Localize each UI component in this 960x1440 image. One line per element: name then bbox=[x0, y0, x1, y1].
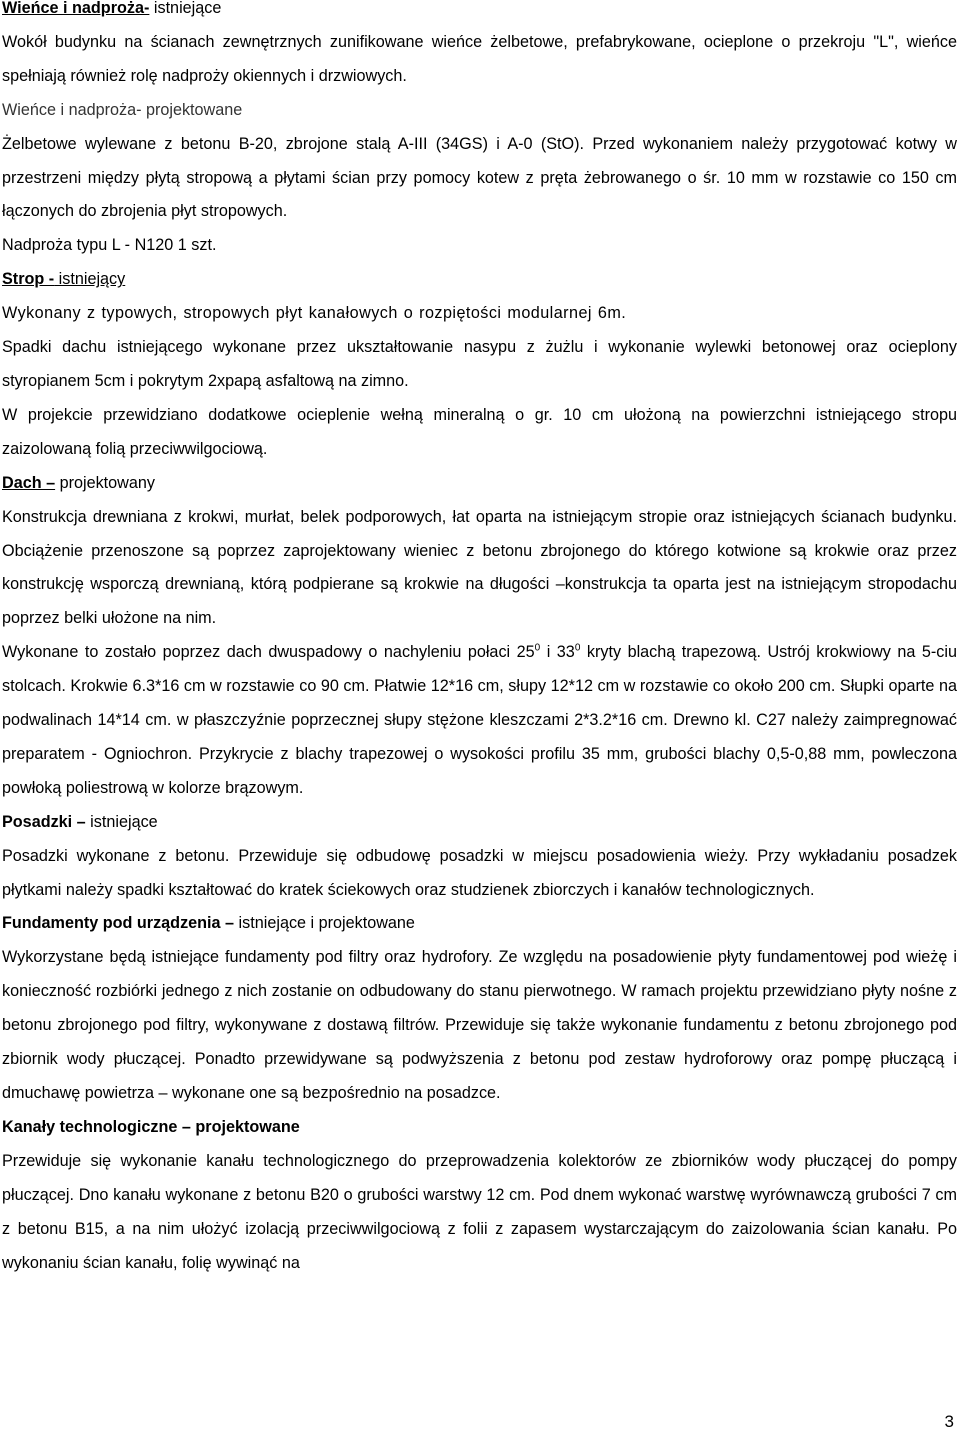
text-run: i 33 bbox=[540, 643, 575, 662]
section-heading-kanaly bbox=[2, 1111, 957, 1145]
superscript: 0 bbox=[534, 642, 541, 654]
paragraph: Nadproża typu L - N120 1 szt. bbox=[2, 236, 217, 255]
paragraph: Spadki dachu istniejącego wykonane przez ukształtowanie nasypu z żużlu i wykonanie wylewki betonowej oraz ocieplony styropianem 5cm i pokrytym 2xpapą asfaltową na zimno. bbox=[2, 338, 957, 390]
text-run: Wykonane to zostało poprzez dach dwuspadowy o nachyleniu połaci 25 bbox=[2, 643, 535, 662]
paragraph: Wykorzystane będą istniejące fundamenty pod filtry oraz hydrofory. Ze względu na posadowienie płyty fundamentowej pod wieżę i konieczność rozbiórki jednego z nich zostanie on odbudowany do stanu pierwotnego. W ramach projektu przewidziano płyty nośne z betonu zbrojonego pod filtry, wykonywane z dostawą filtrów. Przewiduje się także wykonanie fundamentu z betonu zbrojonego pod zbiornik wody płuczącej. Ponadto przewidywane są podwyższenia z betonu pod zestaw hydroforowy oraz pompę płuczącą i dmuchawę powietrza – wykonane one są bezpośrednio na posadzce. bbox=[2, 948, 957, 1102]
paragraph: Konstrukcja drewniana z krokwi, murłat, belek podporowych, łat oparta na istniejącym stropie oraz istniejących ścianach budynku. Obciążenie przenoszone są poprzez zaprojektowany wieniec z betonu zbrojonego do którego kotwione są krokwie oraz przez konstrukcję wsporczą drewnianą, którą podpierane są krokwie na długości –konstrukcja ta oparta jest na istniejącym stropodachu poprzez belki ułożone na nim. bbox=[2, 507, 957, 628]
section-heading-strop bbox=[2, 263, 957, 297]
section-heading-dach bbox=[2, 467, 957, 501]
heading-rest: istniejące i projektowane bbox=[234, 914, 415, 933]
subheading-wience-projektowane: Wieńce i nadproża- projektowane bbox=[2, 100, 243, 119]
paragraph-with-superscripts bbox=[2, 636, 957, 806]
section-heading-wience bbox=[2, 0, 957, 26]
text-run: kryty blachą trapezową. Ustrój krokwiowy na 5-ciu stolcach. Krokwie 6.3*16 cm w rozstawie co 90 cm. Płatwie 12*16 cm, słupy 12*12 cm w rozstawie co około 200 cm. Słupki oparte na podwalinach 14*14 cm. w płaszczyźnie poprzecznej słupy stężone kleszczami 2*3.2*16 cm. Drewno kl. C27 należy zaimpregnować preparatem - Ogniochron. Przykrycie z blachy trapezowej o wysokości profilu 35 mm, grubości blachy 0,5-0,88 mm, powleczona powłoką poliestrową w kolorze brązowym. bbox=[2, 643, 957, 797]
heading-bold: Dach – bbox=[2, 473, 56, 492]
paragraph: W projekcie przewidziano dodatkowe ocieplenie wełną mineralną o gr. 10 cm ułożoną na powierzchni istniejącego stropu zaizolowaną folią przeciwwilgociową. bbox=[2, 405, 957, 458]
paragraph: Wokół budynku na ścianach zewnętrznych zunifikowane wieńce żelbetowe, prefabrykowane, ocieplone o przekroju "L", wieńce spełniają również rolę nadproży okiennych i drzwiowych. bbox=[2, 32, 957, 85]
paragraph: Przewiduje się wykonanie kanału technologicznego do przeprowadzenia kolektorów ze zbiorników wody płuczącej do pompy płuczącej. Dno kanału wykonane z betonu B20 o grubości warstwy 12 cm. Pod dnem wykonać warstwę wyrównawczą grubości 7 cm z betonu B15, a na nim ułożyć izolacją przeciwwilgociową z folii z zapasem wystarczającym do zaizolowania ścian kanału. Po wykonaniu ścian kanału, folię wywinąć na bbox=[2, 1151, 957, 1272]
heading-rest: projektowany bbox=[55, 473, 155, 492]
heading-bold: Posadzki – bbox=[2, 812, 86, 831]
heading-bold: Wieńce i nadproża- bbox=[2, 0, 150, 17]
paragraph: Żelbetowe wylewane z betonu B-20, zbrojone stalą A-III (34GS) i A-0 (StO). Przed wykonaniem należy przygotować kotwy w przestrzeni między płytą stropową a płytami ścian przy pomocy kotew z pręta żebrowanego o śr. 10 mm w rozstawie co 150 cm łączonych do zbrojenia płyt stropowych. bbox=[2, 134, 957, 221]
paragraph: Wykonany z typowych, stropowych płyt kanałowych o rozpiętości modularnej 6m. bbox=[2, 304, 627, 323]
heading-rest: istniejący bbox=[54, 270, 126, 289]
heading-bold: Kanały technologiczne – projektowane bbox=[2, 1117, 300, 1136]
section-heading-fundamenty bbox=[2, 907, 957, 941]
superscript: 0 bbox=[574, 642, 581, 654]
heading-bold: Fundamenty pod urządzenia – bbox=[2, 914, 235, 933]
heading-rest: istniejące bbox=[149, 0, 222, 17]
heading-rest: istniejące bbox=[85, 812, 158, 831]
section-heading-posadzki bbox=[2, 806, 957, 840]
document-body bbox=[2, 0, 957, 1280]
heading-bold: Strop - bbox=[2, 270, 55, 289]
paragraph: Posadzki wykonane z betonu. Przewiduje się odbudowę posadzki w miejscu posadowienia wieży. Przy wykładaniu posadzek płytkami należy spadki kształtować do kratek ściekowych oraz studzienek zbiorczych i kanałów technologicznych. bbox=[2, 846, 957, 899]
page-number: 3 bbox=[944, 1412, 954, 1431]
